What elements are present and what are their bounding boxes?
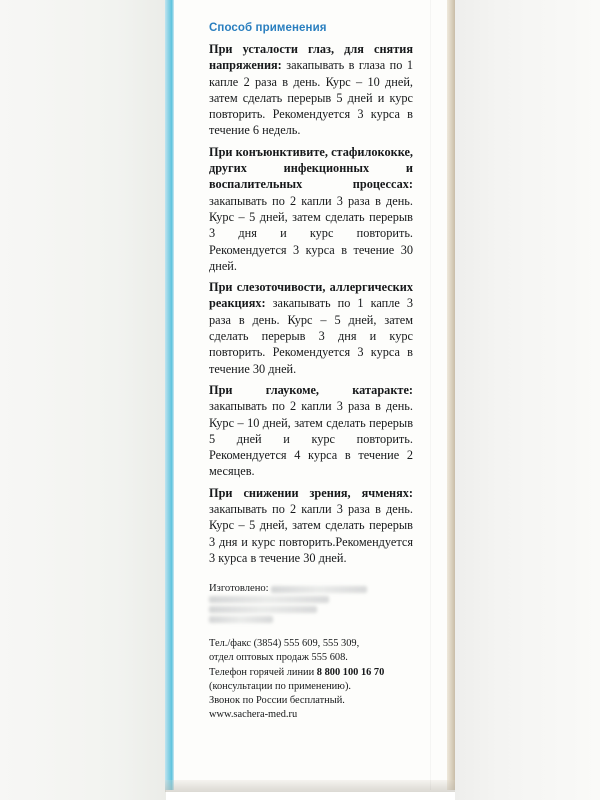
instruction-paragraph (209, 144, 413, 274)
background-left (0, 0, 166, 800)
instruction-paragraph (209, 41, 413, 139)
manufacturer-illegible-line (209, 606, 317, 613)
manufacturer-illegible-line (271, 586, 367, 593)
section-title: Способ применения (209, 22, 327, 34)
contact-block (209, 637, 413, 722)
instruction-lead: При усталости глаз, для снятия напряжения: (209, 42, 413, 73)
instruction-lead: При глаукоме, катаракте: (209, 382, 413, 397)
instruction-paragraph (209, 279, 413, 377)
carton-right-edge (447, 0, 455, 790)
instruction-text: закапывать по 2 капли 3 раза в день. Курс – 5 дней, затем сделать перерыв 3 дня и курс повторить. Рекомендуется 3 курса в течение 30 дней. (209, 193, 413, 273)
manufacturer-illegible-line (209, 616, 273, 623)
instruction-text: закапывать по 2 капли 3 раза в день. Курс – 5 дней, затем сделать перерыв 3 дня и курс повторить.Рекомендуется 3 курса в течение 30 дней. (209, 502, 413, 565)
website: www.sachera-med.ru (209, 709, 298, 721)
contact-sales: отдел оптовых продаж 555 608. (209, 652, 348, 664)
instruction-lead: При снижении зрения, ячменях: (209, 485, 413, 500)
free-call-note: Звонок по России бесплатный. (209, 695, 345, 707)
background-right (455, 0, 600, 800)
carton-left-cyan-edge (165, 0, 174, 790)
instruction-text: закапывать по 1 капле 3 раза в день. Курс – 5 дней, затем сделать перерыв 3 дня и курс повторить. Рекомендуется 3 курса в течение 30 дней. (209, 296, 413, 376)
manufacturer-block (209, 582, 413, 623)
manufacturer-illegible-line (209, 596, 329, 603)
contact-fax: Тел./факс (3854) 555 609, 555 309, (209, 638, 360, 650)
instruction-lead: При конъюнктивите, стафилококке, других инфекционных и воспалительных процессах: (209, 144, 413, 192)
manufacturer-label: Изготовлено: (209, 583, 269, 595)
instruction-text: закапывать по 2 капли 3 раза в день. Курс – 10 дней, затем сделать перерыв 5 дней и курс повторить. Рекомендуется 4 курса в течение 2 месяцев. (209, 399, 413, 479)
instruction-paragraph (209, 382, 413, 480)
hotline-note: (консультации по применению). (209, 680, 352, 692)
hotline-number: 8 800 100 16 70 (316, 666, 385, 678)
instruction-text: закапывать в глаза по 1 капле 2 раза в день. Курс – 10 дней, затем сделать перерыв 5 дней и курс повторить. Рекомендуется 3 курса в течение 6 недель. (209, 58, 413, 138)
carton-bottom-shadow (165, 780, 455, 792)
package-text-block (209, 22, 413, 722)
instruction-paragraph (209, 485, 413, 566)
instruction-lead: При слезоточивости, аллергических реакциях: (209, 280, 413, 311)
contact-hotline (209, 666, 413, 680)
hotline-label: Телефон горячей линии (209, 666, 317, 678)
carton-crease (430, 0, 431, 790)
